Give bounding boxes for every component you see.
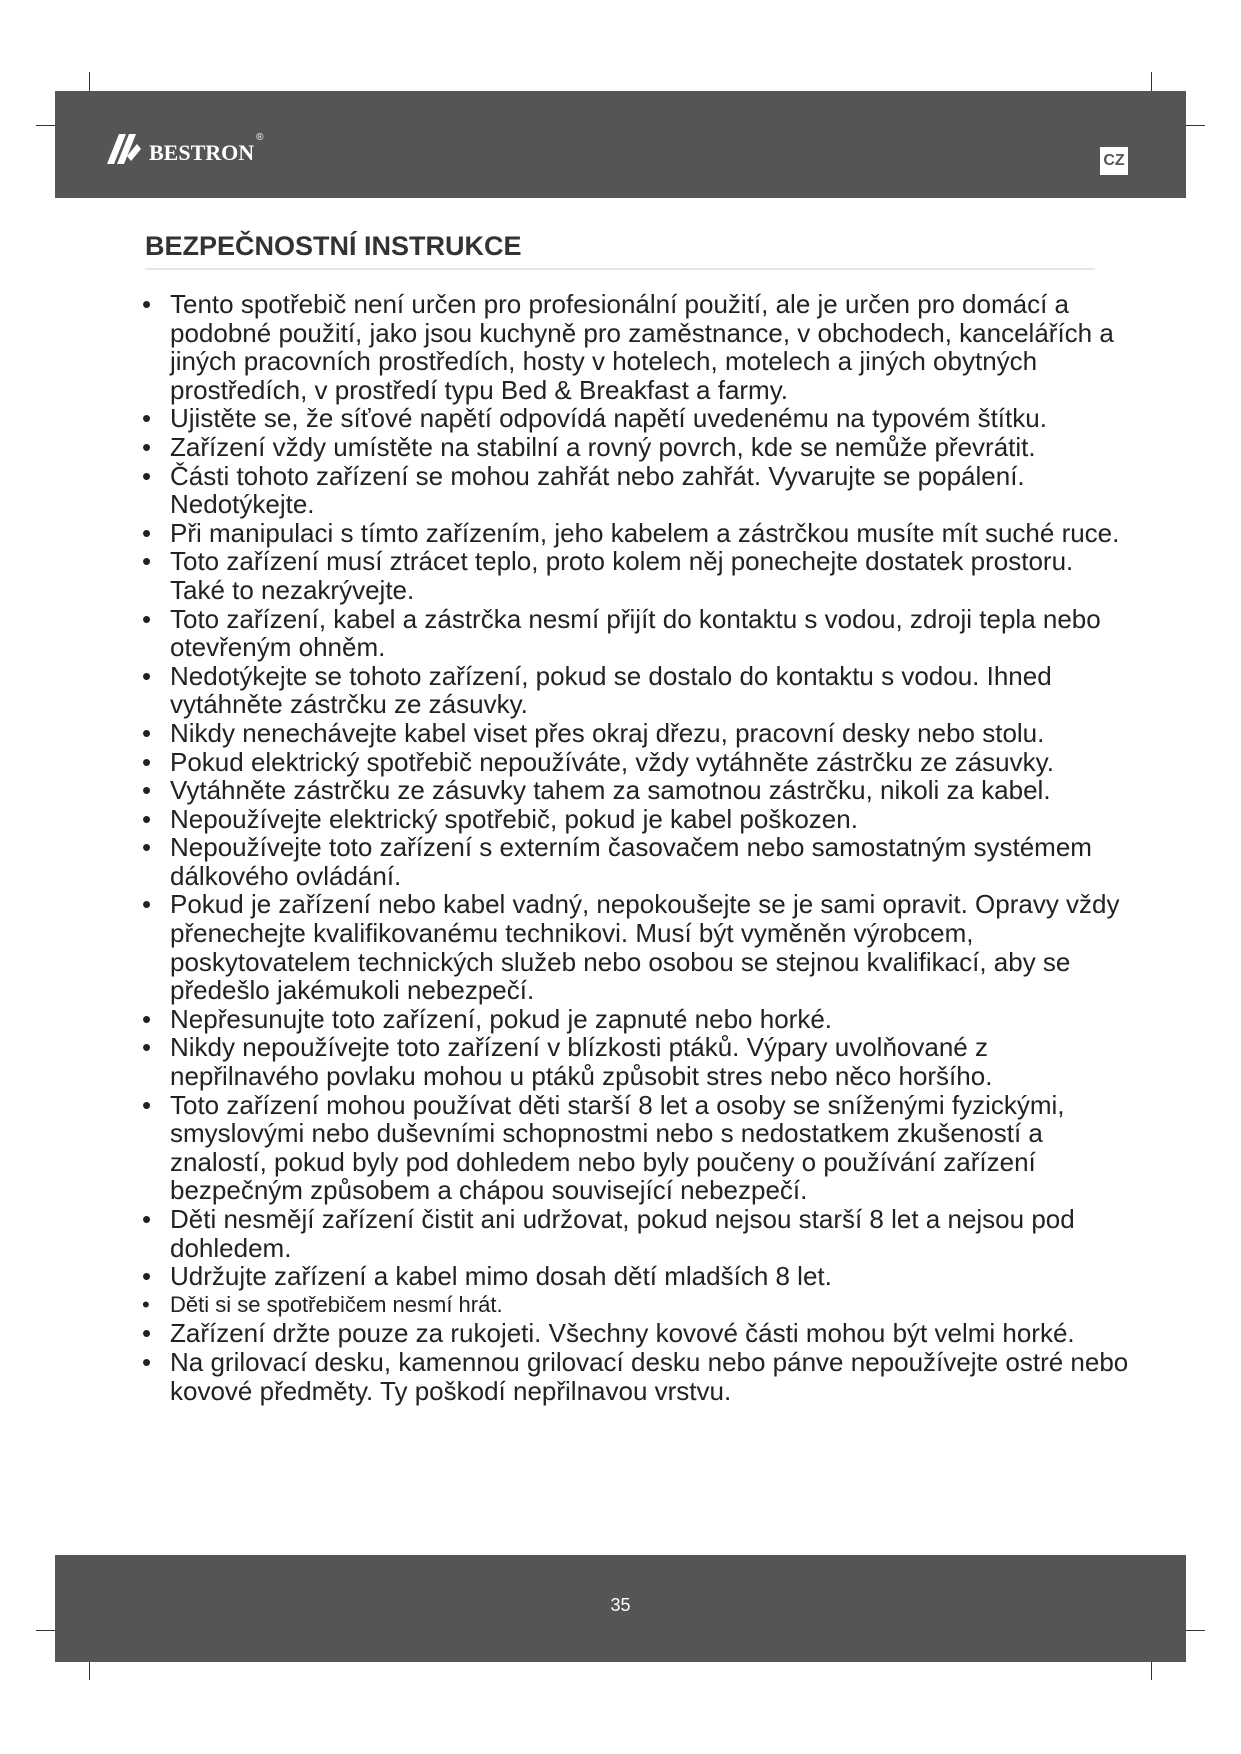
list-item-text: Části tohoto zařízení se mohou zahřát nebo zahřát. Vyvarujte se popálení. Nedotýkejte. [170,460,1025,520]
bullet: • [142,603,152,634]
footer-bar [55,1555,1186,1662]
list-item-text: Pokud elektrický spotřebič nepoužíváte, vždy vytáhněte zástrčku ze zásuvky. [170,746,1054,777]
list-item [142,605,1132,662]
bullet: • [142,832,152,863]
list-item-text: Děti si se spotřebičem nesmí hrát. [170,1291,503,1317]
list-item [142,1033,1132,1090]
list-item [142,1291,1132,1320]
list-item-text: Nepoužívejte elektrický spotřebič, pokud je kabel poškozen. [170,803,858,834]
list-item-text: Nepoužívejte toto zařízení s externím časovačem nebo samostatným systémem dálkového ovládání. [170,832,1092,891]
list-item-text: Zařízení vždy umístěte na stabilní a rovný povrch, kde se nemůže převrátit. [170,431,1036,462]
bullet: • [142,1003,152,1034]
list-item [142,748,1132,777]
bullet: • [142,517,152,548]
list-item-text: Toto zařízení musí ztrácet teplo, proto kolem něj ponechejte dostatek prostoru. Také to nezakrývejte. [170,546,1074,605]
list-item-text: Na grilovací desku, kamennou grilovací desku nebo pánve nepoužívejte ostré nebo kovové předměty. Ty poškodí nepřilnavou vrstvu. [170,1346,1129,1406]
list-item-text: Zařízení držte pouze za rukojeti. Všechny kovové části mohou být velmi horké. [170,1318,1075,1349]
list-item [142,890,1132,1004]
registered-mark: ® [256,131,264,143]
title-divider [145,268,1095,270]
list-item [142,776,1132,805]
list-item [142,662,1132,719]
list-item-text: Pokud je zařízení nebo kabel vadný, nepokoušejte se je sami opravit. Opravy vždy přenechejte kvalifikovanému technikovi. Musí být vyměněn výrobcem, poskytovatelem technických služeb nebo osobou se stejnou kvalifikací, aby se předešlo jakémukoli nebezpečí. [170,889,1120,1006]
bullet: • [142,1346,152,1377]
list-item [142,833,1132,890]
list-item [142,1319,1132,1348]
logo-slash-icon [105,134,143,164]
list-item-text: Udržujte zařízení a kabel mimo dosah dětí mladších 8 let. [170,1261,832,1292]
bullet: • [142,546,152,577]
bullet: • [142,1261,152,1292]
list-item-text: Toto zařízení, kabel a zástrčka nesmí přijít do kontaktu s vodou, zdroji tepla nebo otevřeným ohněm. [170,603,1101,663]
list-item-text: Děti nesmějí zařízení čistit ani udržovat, pokud nejsou starší 8 let a nejsou pod dohledem. [170,1204,1075,1263]
list-item [142,1262,1132,1291]
bullet: • [142,803,152,834]
list-item-text: Toto zařízení mohou používat děti starší 8 let a osoby se sníženými fyzickými, smyslovými nebo duševními schopnostmi nebo s nedostatkem zkušeností a znalostí, pokud byly pod dohledem nebo byly poučeny o používání zařízení bezpečným způsobem a chápou související nebezpečí. [170,1089,1065,1206]
list-item-text: Tento spotřebič není určen pro profesionální použití, ale je určen pro domácí a podobné použití, jako jsou kuchyně pro zaměstnance, v obchodech, kancelářích a jiných pracovních prostředích, hosty v hotelech, motelech a jiných obytných prostředích, v prostředí typu Bed & Breakfast a farmy. [170,289,1114,405]
list-item [142,547,1132,604]
list-item-text: Nedotýkejte se tohoto zařízení, pokud se dostalo do kontaktu s vodou. Ihned vytáhněte zástrčku ze zásuvky. [170,660,1052,720]
bullet: • [142,460,152,491]
list-item-text: Nepřesunujte toto zařízení, pokud je zapnuté nebo horké. [170,1003,832,1034]
list-item-text: Nikdy nepoužívejte toto zařízení v blízkosti ptáků. Výpary uvolňované z nepřilnavého povlaku mohou u ptáků způsobit stres nebo něco horšího. [170,1032,993,1092]
header-bar [55,91,1186,198]
bullet: • [142,1032,152,1063]
bullet: • [142,431,152,462]
bullet: • [142,717,152,748]
list-item [142,1205,1132,1262]
list-item [142,1005,1132,1034]
list-item [142,404,1132,433]
language-badge: CZ [1100,147,1128,175]
list-item-text: Vytáhněte zástrčku ze zásuvky tahem za samotnou zástrčku, nikoli za kabel. [170,775,1051,806]
bullet: • [142,1291,150,1317]
list-item [142,290,1132,404]
brand-logo [105,129,264,169]
list-item [142,1091,1132,1205]
bullet: • [142,289,152,319]
bullet: • [142,746,152,777]
bullet: • [142,660,152,691]
bullet: • [142,403,152,434]
list-item-text: Nikdy nenechávejte kabel viset přes okraj dřezu, pracovní desky nebo stolu. [170,717,1045,748]
bullet: • [142,1204,152,1234]
bullet: • [142,1089,152,1120]
list-item-text: Při manipulaci s tímto zařízením, jeho kabelem a zástrčkou musíte mít suché ruce. [170,517,1120,548]
bullet: • [142,775,152,806]
list-item [142,462,1132,519]
page-number: 35 [610,1595,631,1615]
list-item-text: Ujistěte se, že síťové napětí odpovídá napětí uvedenému na typovém štítku. [170,403,1047,434]
list-item [142,805,1132,834]
list-item [142,519,1132,548]
brand-name: bestron [149,131,255,167]
bullet: • [142,1318,152,1349]
section-title: BEZPEČNOSTNÍ INSTRUKCE [145,231,522,261]
bullet: • [142,889,152,920]
list-item [142,719,1132,748]
list-item [142,433,1132,462]
list-item [142,1348,1132,1405]
safety-instructions-list [142,290,1132,1405]
